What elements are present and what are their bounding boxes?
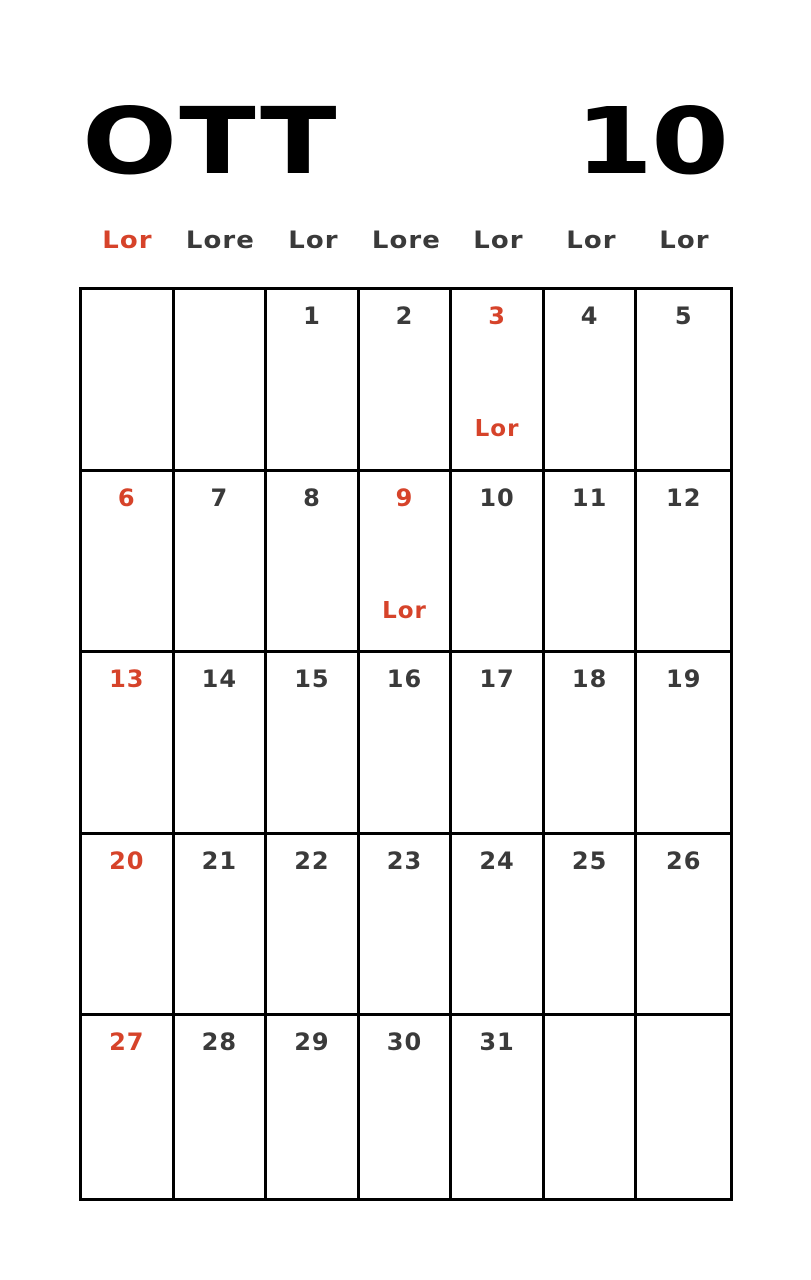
day-cell-26[interactable] bbox=[637, 835, 730, 1017]
day-cell-30[interactable] bbox=[360, 1016, 453, 1198]
day-cell-15[interactable] bbox=[267, 653, 360, 835]
day-number: 25 bbox=[571, 846, 608, 875]
weekday-header-row bbox=[81, 226, 731, 254]
day-cell-16[interactable] bbox=[360, 653, 453, 835]
day-cell-31[interactable] bbox=[452, 1016, 545, 1198]
day-number: 30 bbox=[386, 1028, 423, 1057]
day-number: 15 bbox=[294, 665, 330, 694]
calendar-grid bbox=[79, 287, 733, 1201]
weekday-label: Lor bbox=[287, 226, 339, 254]
empty-day-cell[interactable] bbox=[637, 1016, 730, 1198]
weekday-label: Lor bbox=[102, 226, 153, 254]
day-number: 27 bbox=[109, 1028, 145, 1057]
day-cell-9[interactable] bbox=[360, 472, 453, 654]
day-number: 20 bbox=[109, 846, 145, 875]
weekday-label: Lore bbox=[371, 226, 441, 254]
month-name: OTT bbox=[82, 88, 339, 196]
day-cell-21[interactable] bbox=[175, 835, 268, 1017]
day-number: 24 bbox=[479, 846, 515, 875]
day-cell-14[interactable] bbox=[175, 653, 268, 835]
event-label: Lor bbox=[474, 416, 520, 442]
day-number: 1 bbox=[303, 302, 321, 330]
weekday-label: Lore bbox=[185, 226, 255, 254]
day-number: 12 bbox=[666, 483, 702, 512]
day-number: 18 bbox=[571, 665, 608, 694]
weekday-label: Lor bbox=[659, 226, 710, 254]
weekday-label: Lor bbox=[473, 226, 525, 254]
day-cell-23[interactable] bbox=[360, 835, 453, 1017]
day-number: 17 bbox=[479, 665, 515, 694]
day-cell-13[interactable] bbox=[82, 653, 175, 835]
day-cell-1[interactable] bbox=[267, 290, 360, 472]
day-number: 4 bbox=[580, 302, 599, 330]
day-number: 5 bbox=[674, 302, 693, 330]
day-cell-3[interactable] bbox=[452, 290, 545, 472]
day-cell-7[interactable] bbox=[175, 472, 268, 654]
day-number: 11 bbox=[571, 483, 608, 512]
day-number: 22 bbox=[294, 846, 330, 875]
event-label: Lor bbox=[382, 597, 427, 624]
day-number: 28 bbox=[201, 1028, 238, 1057]
day-cell-12[interactable] bbox=[637, 472, 730, 654]
empty-day-cell[interactable] bbox=[82, 290, 175, 472]
day-number: 19 bbox=[666, 665, 702, 694]
day-number: 16 bbox=[386, 665, 423, 694]
day-cell-27[interactable] bbox=[82, 1016, 175, 1198]
day-cell-19[interactable] bbox=[637, 653, 730, 835]
day-number: 29 bbox=[294, 1028, 330, 1057]
empty-day-cell[interactable] bbox=[545, 1016, 638, 1198]
day-number: 6 bbox=[117, 483, 136, 512]
day-cell-8[interactable] bbox=[267, 472, 360, 654]
day-number: 21 bbox=[201, 846, 238, 875]
day-cell-2[interactable] bbox=[360, 290, 453, 472]
weekday-label: Lor bbox=[566, 226, 617, 254]
day-number: 10 bbox=[479, 483, 515, 512]
day-number: 23 bbox=[386, 846, 423, 875]
day-cell-5[interactable] bbox=[637, 290, 730, 472]
day-number: 31 bbox=[479, 1028, 515, 1057]
day-cell-11[interactable] bbox=[545, 472, 638, 654]
day-cell-28[interactable] bbox=[175, 1016, 268, 1198]
empty-day-cell[interactable] bbox=[175, 290, 268, 472]
day-cell-18[interactable] bbox=[545, 653, 638, 835]
day-cell-25[interactable] bbox=[545, 835, 638, 1017]
day-number: 9 bbox=[395, 483, 414, 512]
day-number: 3 bbox=[488, 302, 506, 330]
day-number: 8 bbox=[303, 483, 321, 512]
day-cell-4[interactable] bbox=[545, 290, 638, 472]
day-cell-29[interactable] bbox=[267, 1016, 360, 1198]
day-number: 2 bbox=[395, 302, 414, 330]
day-number: 13 bbox=[109, 665, 145, 694]
day-number: 7 bbox=[210, 483, 229, 512]
day-cell-20[interactable] bbox=[82, 835, 175, 1017]
day-number: 14 bbox=[201, 665, 238, 694]
day-cell-10[interactable] bbox=[452, 472, 545, 654]
day-cell-24[interactable] bbox=[452, 835, 545, 1017]
day-number: 26 bbox=[666, 846, 702, 875]
month-number: 10 bbox=[575, 88, 727, 196]
day-cell-22[interactable] bbox=[267, 835, 360, 1017]
day-cell-17[interactable] bbox=[452, 653, 545, 835]
day-cell-6[interactable] bbox=[82, 472, 175, 654]
